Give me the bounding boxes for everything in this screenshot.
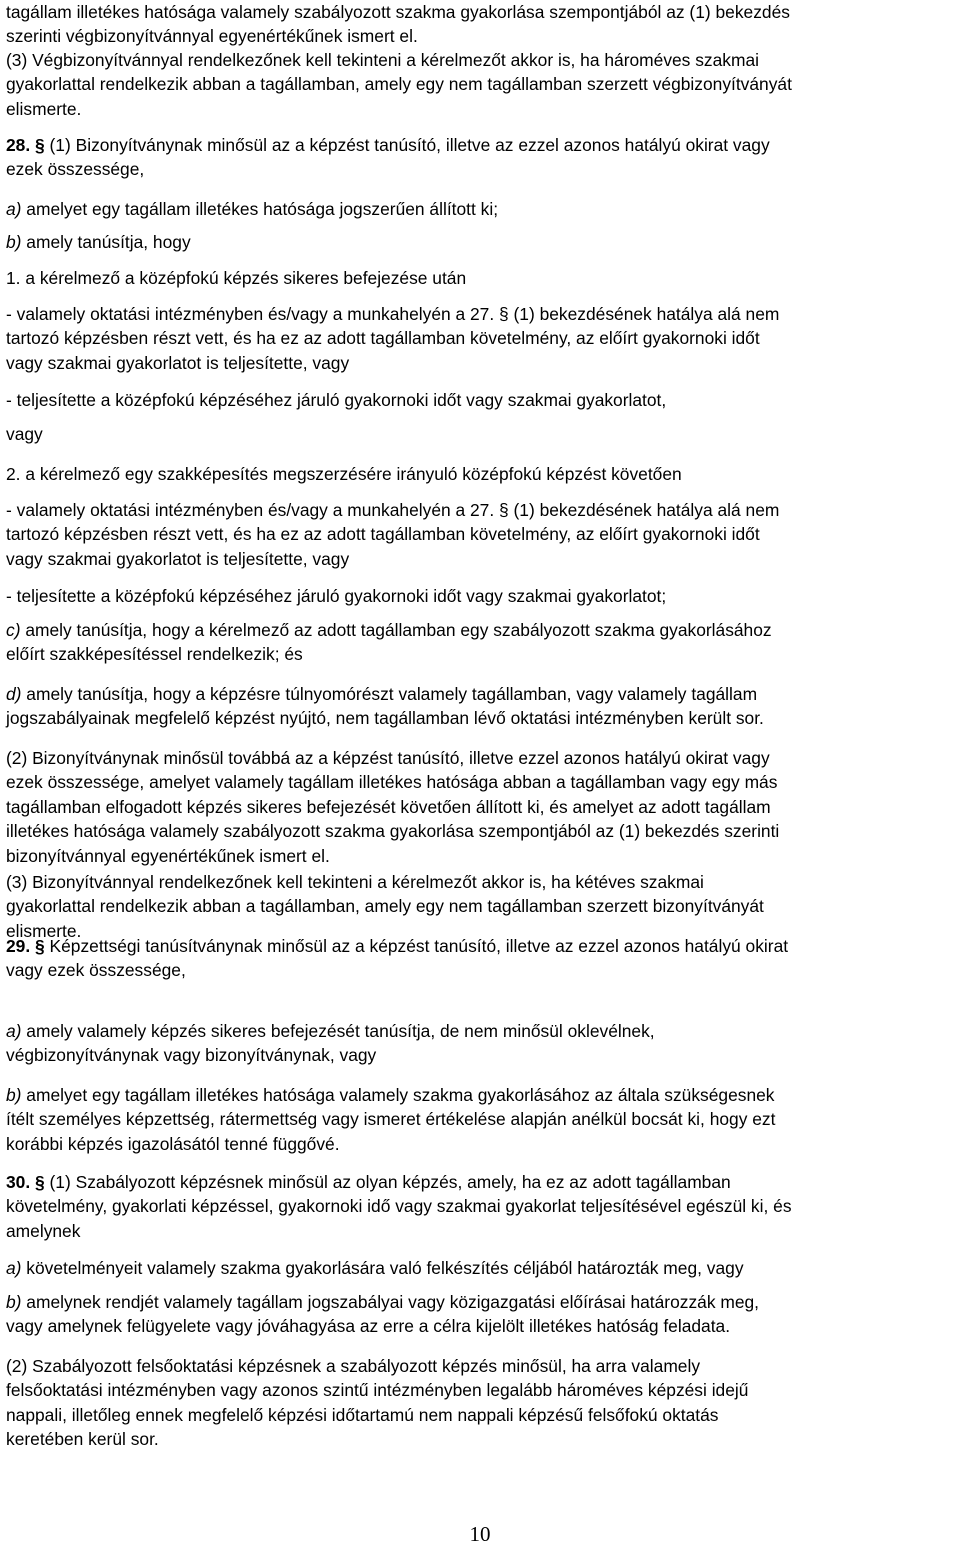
line-text: bizonyítvánnyal egyenértékűnek ismert el. <box>6 845 330 866</box>
line-text: gyakorlattal rendelkezik abban a tagállamban, amely egy nem tagállamban szerzett bizonyítványát <box>6 896 764 917</box>
text-line <box>6 522 954 546</box>
line-text: ezek összessége, amelyet valamely tagállam illetékes hatósága abban a tagállamban vagy egy más <box>6 772 778 793</box>
section-number: 29. § <box>6 936 45 956</box>
text-line <box>6 795 954 819</box>
list-marker: c) <box>6 620 21 640</box>
text-line <box>6 462 954 486</box>
paragraph <box>6 133 954 182</box>
line-text: előírt szakképesítéssel rendelkezik; és <box>6 644 303 665</box>
text-line <box>6 351 954 375</box>
line-text: ezek összessége, <box>6 159 145 180</box>
text-line <box>6 1256 954 1280</box>
line-text: vagy szakmai gyakorlatot is teljesítette, vagy <box>6 352 350 373</box>
text-line <box>6 682 954 706</box>
line-text: tagállamban elfogadott képzés sikeres befejezését követően állított ki, és amelyet az adott tagállam <box>6 796 771 817</box>
line-text: (3) Végbizonyítvánnyal rendelkezőnek kell tekinteni a kérelmezőt akkor is, ha hároméves szakmai <box>6 50 759 70</box>
line-text: amely valamely képzés sikeres befejezését tanúsítja, de nem minősül oklevélnek, <box>21 1021 655 1041</box>
text-line <box>6 618 954 642</box>
line-text: illetékes hatósága valamely szabályozott szakma gyakorlása szempontjából az (1) bekezdés szerinti <box>6 821 780 842</box>
paragraph <box>6 1354 954 1452</box>
list-marker: b) <box>6 1292 22 1312</box>
text-line <box>6 266 954 290</box>
paragraph <box>6 0 954 49</box>
line-text: gyakorlattal rendelkezik abban a tagállamban, amely egy nem tagállamban szerzett végbizonyítványát <box>6 74 792 95</box>
line-text: követelmény, gyakorlati képzéssel, gyakornoki idő vagy szakmai gyakorlat teljesítésével egészül ki, és <box>6 1196 792 1217</box>
line-text: vagy <box>6 424 43 444</box>
line-text: amely tanúsítja, hogy <box>21 232 191 252</box>
text-line <box>6 133 954 157</box>
text-line <box>6 1378 954 1402</box>
line-text: felsőoktatási intézményben vagy azonos szintű intézményben legalább hároméves képzési idejű <box>6 1380 749 1401</box>
line-text: - teljesítette a középfokú képzéséhez járuló gyakornoki időt vagy szakmai gyakorlatot, <box>6 390 667 410</box>
paragraph <box>6 618 954 667</box>
text-line <box>6 97 954 121</box>
text-line <box>6 1314 954 1338</box>
paragraph <box>6 388 954 412</box>
line-text: keretében kerül sor. <box>6 1429 159 1450</box>
line-text: 1. a kérelmező a középfokú képzés sikeres befejezése után <box>6 268 467 288</box>
line-text: (3) Bizonyítvánnyal rendelkezőnek kell tekinteni a kérelmezőt akkor is, ha kétéves szakmai <box>6 872 704 892</box>
line-text: Képzettségi tanúsítványnak minősül az a képzést tanúsító, illetve az ezzel azonos hatályú okirat <box>44 936 789 956</box>
text-line <box>6 422 954 446</box>
text-line <box>6 770 954 794</box>
text-line <box>6 326 954 350</box>
list-marker: a) <box>6 1021 22 1041</box>
line-text: amelyet egy tagállam illetékes hatósága jogszerűen állított ki; <box>21 199 499 219</box>
text-line <box>6 870 954 894</box>
line-text: tartozó képzésben részt vett, és ha ez az adott tagállamban követelmény, az előírt gyakornoki időt <box>6 524 760 545</box>
text-line <box>6 1170 954 1194</box>
paragraph <box>6 266 954 290</box>
line-text: jogszabályainak megfelelő képzést nyújtó, nem tagállamban lévő oktatási intézményben került sor. <box>6 708 764 729</box>
paragraph <box>6 462 954 486</box>
paragraph <box>6 422 954 446</box>
text-line <box>6 844 954 868</box>
list-marker: a) <box>6 1258 22 1278</box>
line-text: ítélt személyes képzettség, rátermettség vagy ismeret értékelése alapján anélkül bocsát ki, hogy ezt <box>6 1109 776 1130</box>
line-text: amelynek rendjét valamely tagállam jogszabályai vagy közigazgatási előírásai határozzák meg, <box>21 1292 760 1312</box>
line-text: (1) Szabályozott képzésnek minősül az olyan képzés, amely, ha ez az adott tagállamban <box>44 1172 731 1192</box>
text-line <box>6 706 954 730</box>
text-line <box>6 157 954 181</box>
list-marker: d) <box>6 684 22 704</box>
line-text: amelyet egy tagállam illetékes hatósága valamely szakma gyakorlásához az általa szükségesnek <box>21 1085 775 1105</box>
text-line <box>6 1107 954 1131</box>
text-line <box>6 72 954 96</box>
text-line <box>6 584 954 608</box>
list-marker: b) <box>6 232 22 252</box>
line-text: tagállam illetékes hatósága valamely szabályozott szakma gyakorlása szempontjából az (1) bekezdés <box>6 2 790 22</box>
text-line <box>6 388 954 412</box>
text-line <box>6 302 954 326</box>
text-line <box>6 48 954 72</box>
page-number: 10 <box>469 1522 491 1546</box>
line-text: - teljesítette a középfokú képzéséhez járuló gyakornoki időt vagy szakmai gyakorlatot; <box>6 586 667 606</box>
paragraph <box>6 870 954 943</box>
line-text: korábbi képzés igazolásától tenné függővé. <box>6 1133 340 1154</box>
text-line <box>6 1043 954 1067</box>
section-number: 28. § <box>6 135 45 155</box>
line-text: vagy amelynek felügyelete vagy jóváhagyása az erre a célra kijelölt illetékes hatóság feladata. <box>6 1316 731 1337</box>
line-text: szerinti végbizonyítvánnyal egyenértékűnek ismert el. <box>6 26 418 47</box>
line-text: (2) Szabályozott felsőoktatási képzésnek a szabályozott képzés minősül, ha arra valamely <box>6 1356 701 1376</box>
paragraph <box>6 302 954 375</box>
line-text: amely tanúsítja, hogy a képzésre túlnyomórészt valamely tagállamban, vagy valamely tagállam <box>21 684 758 704</box>
line-text: nappali, illetőleg ennek megfelelő képzési időtartamú nem nappali képzésű felsőfokú oktatás <box>6 1404 719 1425</box>
text-line <box>6 547 954 571</box>
paragraph <box>6 934 954 983</box>
paragraph <box>6 1170 954 1243</box>
line-text: 2. a kérelmező egy szakképesítés megszerzésére irányuló középfokú képzést követően <box>6 464 682 484</box>
section-number: 30. § <box>6 1172 45 1192</box>
text-line <box>6 819 954 843</box>
paragraph <box>6 584 954 608</box>
paragraph <box>6 48 954 121</box>
text-line <box>6 1083 954 1107</box>
text-line <box>6 1403 954 1427</box>
text-line <box>6 642 954 666</box>
list-marker: b) <box>6 1085 22 1105</box>
line-text: vagy ezek összessége, <box>6 960 186 981</box>
text-line <box>6 230 954 254</box>
line-text: amely tanúsítja, hogy a kérelmező az adott tagállamban egy szabályozott szakma gyakorlásához <box>20 620 772 640</box>
text-line <box>6 498 954 522</box>
text-line <box>6 1427 954 1451</box>
line-text: (1) Bizonyítványnak minősül az a képzést tanúsító, illetve az ezzel azonos hatályú okirat vagy <box>44 135 770 155</box>
text-line <box>6 1290 954 1314</box>
list-marker: a) <box>6 199 22 219</box>
line-text: (2) Bizonyítványnak minősül továbbá az a képzést tanúsító, illetve ezzel azonos hatályú okirat vagy <box>6 748 770 768</box>
paragraph <box>6 1019 954 1068</box>
paragraph <box>6 1290 954 1339</box>
text-line <box>6 1354 954 1378</box>
text-line <box>6 24 954 48</box>
text-line <box>6 1132 954 1156</box>
line-text: végbizonyítványnak vagy bizonyítványnak, vagy <box>6 1045 377 1066</box>
line-text: vagy szakmai gyakorlatot is teljesítette, vagy <box>6 548 350 569</box>
paragraph <box>6 746 954 868</box>
line-text: - valamely oktatási intézményben és/vagy a munkahelyén a 27. § (1) bekezdésének hatálya alá nem <box>6 500 780 520</box>
text-line <box>6 958 954 982</box>
text-line <box>6 746 954 770</box>
text-line <box>6 0 954 24</box>
paragraph <box>6 1256 954 1280</box>
text-line <box>6 894 954 918</box>
text-line <box>6 1019 954 1043</box>
line-text: elismerte. <box>6 98 82 119</box>
line-text: elismerte. <box>6 920 82 941</box>
paragraph <box>6 682 954 731</box>
paragraph <box>6 1083 954 1156</box>
text-line <box>6 1194 954 1218</box>
text-line <box>6 934 954 958</box>
line-text: amelynek <box>6 1220 81 1241</box>
paragraph <box>6 197 954 221</box>
paragraph <box>6 230 954 254</box>
text-line <box>6 197 954 221</box>
paragraph <box>6 498 954 571</box>
text-line <box>6 1219 954 1243</box>
line-text: tartozó képzésben részt vett, és ha ez az adott tagállamban követelmény, az előírt gyakornoki időt <box>6 328 760 349</box>
line-text: követelményeit valamely szakma gyakorlására való felkészítés céljából határozták meg, vagy <box>21 1258 744 1278</box>
line-text: - valamely oktatási intézményben és/vagy a munkahelyén a 27. § (1) bekezdésének hatálya alá nem <box>6 304 780 324</box>
